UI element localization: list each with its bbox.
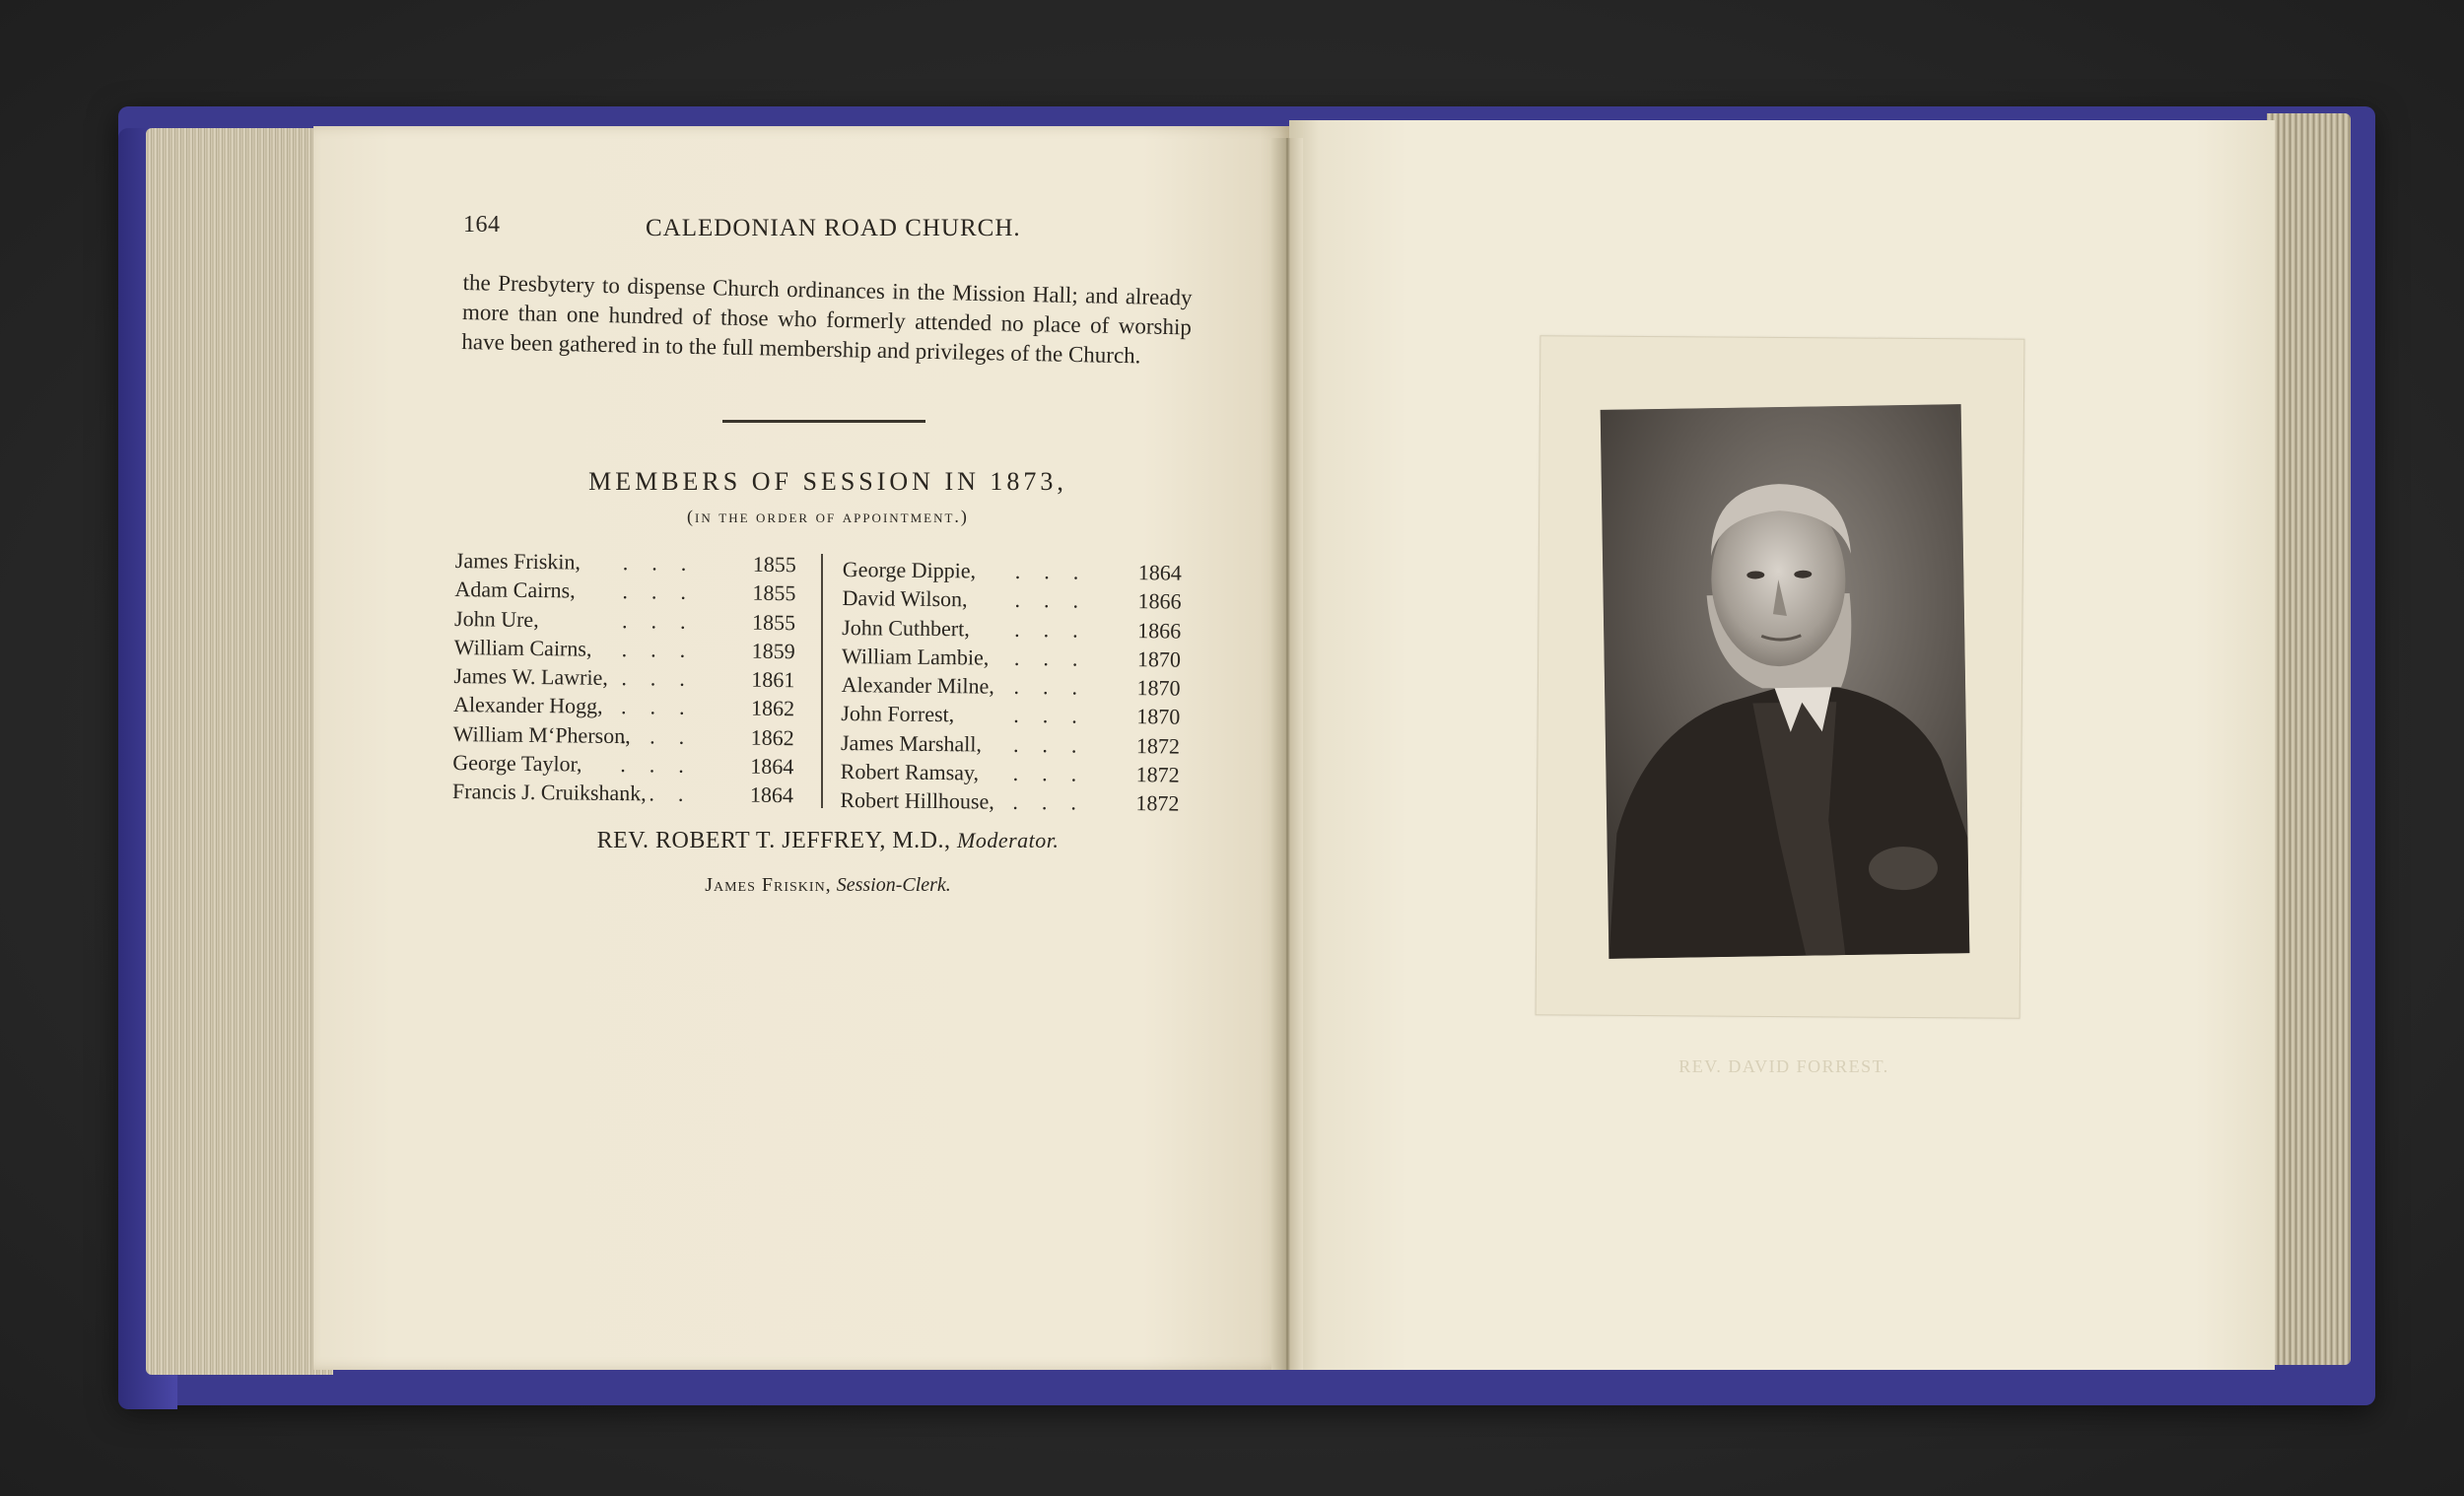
member-year: 1872 [1135, 732, 1181, 759]
member-row [455, 548, 810, 581]
leader-dots: ... [1014, 616, 1102, 643]
member-row [840, 787, 1185, 820]
member-name: James Marshall, [840, 729, 983, 757]
leader-dots: ... [1012, 789, 1101, 816]
session-title: MEMBERS OF SESSION IN 1873, [588, 467, 1067, 496]
body-paragraph [461, 268, 1193, 369]
leader-dots: ... [620, 752, 708, 779]
portrait-caption: REV. DAVID FORREST. [1678, 1056, 1889, 1076]
moderator-name: REV. ROBERT T. JEFFREY, M.D., [596, 828, 951, 853]
member-row [452, 779, 807, 812]
leader-dots: ... [1014, 558, 1103, 584]
member-year: 1870 [1136, 675, 1181, 701]
portrait-image [1601, 404, 1970, 959]
clerk-role: Session-Clerk. [836, 874, 951, 896]
member-year: 1855 [752, 579, 796, 606]
member-row [841, 730, 1186, 763]
members-list-right [840, 557, 1188, 820]
member-name: Alexander Milne, [841, 672, 994, 699]
member-row [841, 672, 1186, 705]
member-name: John Cuthbert, [842, 614, 970, 641]
member-name: Robert Ramsay, [840, 759, 980, 785]
member-name: William Lambie, [841, 643, 990, 670]
member-name: William M‘Pherson, [452, 720, 631, 748]
book-gutter [1271, 138, 1303, 1370]
paragraph-text: the Presbytery to dispense Church ordinances in the Mission Hall; and already more than one hundred of those who formerly attended no place of worship have been gathered in to the full membership and privileges of the Church. [461, 269, 1193, 369]
column-divider [821, 554, 823, 808]
section-divider [722, 420, 925, 423]
clerk-name: James Friskin, [705, 874, 832, 896]
member-row [454, 606, 809, 640]
leader-dots: ... [1013, 674, 1102, 700]
leader-dots: ... [622, 578, 711, 605]
member-year: 1859 [751, 638, 795, 664]
member-row [841, 759, 1186, 791]
leader-dots: ... [1013, 703, 1101, 729]
leader-dots: ... [621, 607, 710, 634]
leader-dots: ... [621, 636, 710, 663]
member-row [843, 557, 1188, 589]
leader-dots: ... [621, 665, 710, 692]
member-year: 1864 [749, 782, 794, 808]
running-head-title: CALEDONIAN ROAD CHURCH. [646, 215, 1021, 241]
member-year: 1872 [1135, 790, 1180, 816]
member-row [842, 585, 1187, 618]
member-name: Robert Hillhouse, [840, 787, 994, 814]
member-name: Adam Cairns, [454, 577, 576, 603]
leader-dots: ... [1012, 760, 1101, 786]
moderator-role: Moderator. [957, 828, 1060, 852]
members-list-left [452, 548, 810, 812]
member-name: George Dippie, [842, 557, 977, 583]
clerk-line [552, 874, 1104, 897]
member-year: 1870 [1136, 646, 1182, 672]
member-name: George Taylor, [452, 750, 582, 777]
member-year: 1862 [750, 724, 794, 750]
session-subtitle: (in the order of appointment.) [687, 507, 969, 526]
member-row [454, 635, 809, 668]
member-row [842, 644, 1187, 676]
member-name: Francis J. Cruikshank, [451, 779, 647, 806]
right-page-stack [2267, 113, 2351, 1365]
member-row [453, 663, 808, 697]
member-year: 1864 [1137, 560, 1182, 585]
leader-dots: ... [622, 550, 711, 577]
leader-dots: ... [1014, 587, 1103, 614]
member-name: John Ure, [453, 605, 539, 632]
member-name: James W. Lawrie, [453, 663, 608, 691]
leader-dots: ... [619, 781, 708, 807]
leader-dots: ... [1013, 645, 1102, 671]
member-year: 1866 [1137, 617, 1182, 644]
member-name: Alexander Hogg, [452, 692, 603, 719]
leader-dots: ... [620, 722, 709, 749]
member-year: 1855 [751, 609, 796, 635]
member-year: 1861 [751, 666, 795, 693]
member-name: William Cairns, [453, 634, 592, 661]
member-row [841, 701, 1186, 733]
member-name: David Wilson, [842, 585, 968, 612]
member-row [842, 615, 1187, 647]
moderator-line [532, 828, 1124, 854]
leader-dots: ... [620, 694, 709, 720]
page-number: 164 [463, 212, 501, 238]
member-row [452, 750, 807, 783]
member-name: John Forrest, [841, 701, 955, 727]
member-name: James Friskin, [454, 548, 582, 575]
member-year: 1872 [1135, 762, 1180, 787]
member-row [454, 577, 809, 610]
member-year: 1870 [1136, 704, 1181, 730]
member-year: 1855 [752, 551, 796, 578]
leader-dots: ... [1012, 731, 1101, 758]
portrait-photograph [1601, 404, 1970, 959]
member-row [452, 721, 807, 755]
member-year: 1862 [750, 696, 795, 721]
member-row [453, 692, 808, 725]
member-year: 1864 [750, 753, 794, 780]
member-year: 1866 [1137, 588, 1182, 614]
left-page-stack [146, 128, 333, 1375]
